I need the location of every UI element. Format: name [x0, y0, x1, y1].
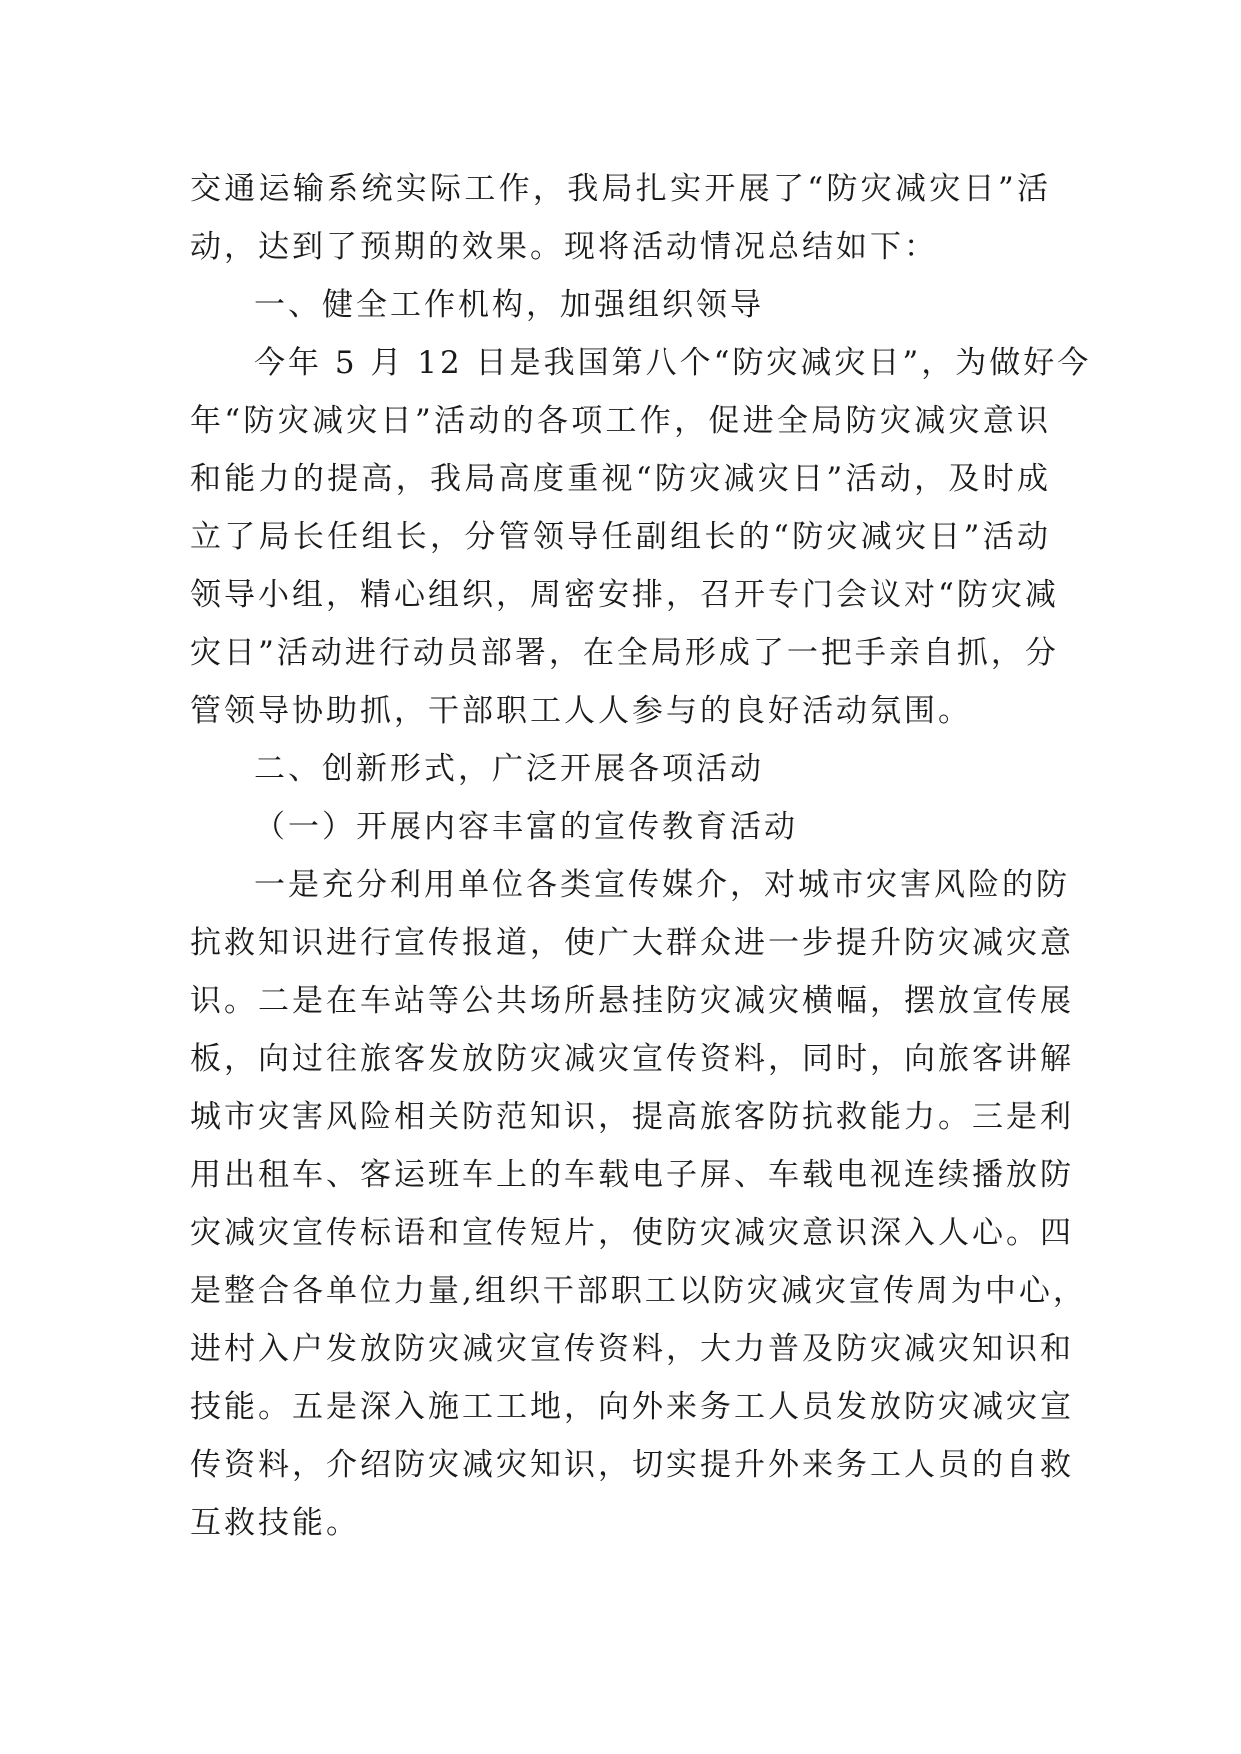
text-line: 抗救知识进行宣传报道，使广大群众进一步提升防灾减灾意: [190, 925, 1074, 961]
text-line: 动，达到了预期的效果。现将活动情况总结如下：: [190, 229, 938, 265]
text-line: 用出租车、客运班车上的车载电子屏、车载电视连续播放防: [190, 1157, 1074, 1193]
section-heading: 二、创新形式，广泛开展各项活动: [254, 751, 764, 787]
text-line: 识。二是在车站等公共场所悬挂防灾减灾横幅，摆放宣传展: [190, 983, 1074, 1019]
text-line: 年“防灾减灾日”活动的各项工作，促进全局防灾减灾意识: [190, 403, 1051, 439]
text-line: 灾减灾宣传标语和宣传短片，使防灾减灾意识深入人心。四: [190, 1215, 1074, 1251]
document-body: [190, 160, 1092, 1552]
text-line: 管领导协助抓，干部职工人人参与的良好活动氛围。: [190, 693, 972, 729]
text-line: 互救技能。: [190, 1505, 360, 1541]
text-line: 技能。五是深入施工工地，向外来务工人员发放防灾减灾宣: [190, 1389, 1074, 1425]
text-line: 和能力的提高，我局高度重视“防灾减灾日”活动，及时成: [190, 461, 1051, 497]
text-line: 是整合各单位力量,组织干部职工以防灾减灾宣传周为中心，: [190, 1273, 1087, 1309]
text-line: 一是充分利用单位各类宣传媒介，对城市灾害风险的防: [254, 867, 1070, 903]
text-line: 交通运输系统实际工作，我局扎实开展了“防灾减灾日”活: [190, 171, 1051, 207]
text-line: 传资料，介绍防灾减灾知识，切实提升外来务工人员的自救: [190, 1447, 1074, 1483]
text-line: 城市灾害风险相关防范知识，提高旅客防抗救能力。三是利: [190, 1099, 1074, 1135]
text-line: 进村入户发放防灾减灾宣传资料，大力普及防灾减灾知识和: [190, 1331, 1074, 1367]
text-line: 立了局长任组长，分管领导任副组长的“防灾减灾日”活动: [190, 519, 1051, 555]
text-line: 今年 5 月 12 日是我国第八个“防灾减灾日”，为做好今: [254, 345, 1092, 381]
text-line: 板，向过往旅客发放防灾减灾宣传资料，同时，向旅客讲解: [190, 1041, 1074, 1077]
section-heading: 一、健全工作机构，加强组织领导: [254, 287, 764, 323]
text-line: 领导小组，精心组织，周密安排，召开专门会议对“防灾减: [190, 577, 1059, 613]
text-line: 灾日”活动进行动员部署，在全局形成了一把手亲自抓，分: [190, 635, 1059, 671]
subsection-heading: （一）开展内容丰富的宣传教育活动: [254, 809, 798, 845]
